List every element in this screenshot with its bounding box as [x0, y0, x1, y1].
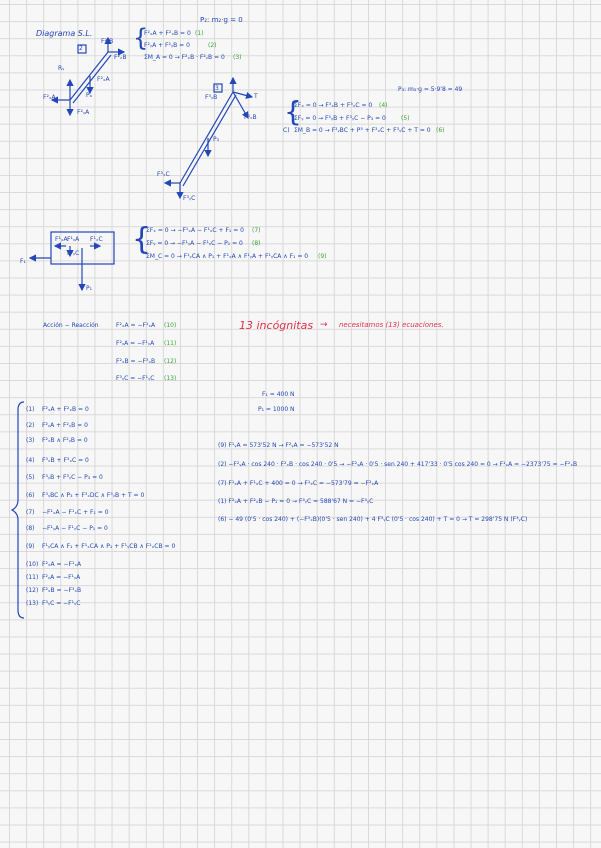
bar3-label-fxb: F³ₓB [244, 114, 257, 121]
ar-row-11: F²ᵧA = −F¹ᵧA [116, 340, 155, 347]
ar-row-12-num: (12) [164, 358, 177, 365]
bar3-label-t: T [254, 93, 258, 100]
solution-5: (6) − 49 (0'5 · cos 240) + (−F³ₓB)(0'5 · sen 240) + 4 F³ᵧC (0'5 · cos 240) + T = 0 → T = 298'75 N (F³ᵧC) [218, 516, 528, 523]
bar3-eq-brace: { [284, 95, 302, 128]
bar3-eq-6-prefix: C) [283, 127, 290, 134]
system-eq-13: F³ᵧC = −F¹ᵧC [42, 600, 81, 607]
system-eq-10: F²ₓA = −F¹ₓA [42, 561, 82, 568]
bar1-eq-7-num: (7) [252, 227, 261, 234]
bar3-eq-4-num: (4) [379, 102, 388, 109]
bar2-label-pa: Pₐ [86, 92, 92, 99]
solution-4: (1) F²ₓA + F²ₓB − P₁ = 0 → F³ᵧC = 588'67 N = −F³ᵧC [218, 498, 374, 505]
system-num-12: (12) [26, 587, 39, 594]
bar2-eq-3-num: (3) [233, 54, 242, 61]
system-eq-6: F³ᵧBC ∧ P₃ + F³ₓDC ∧ F³ᵧB + T = 0 [42, 492, 145, 499]
system-num-3: (3) [26, 437, 35, 444]
bar1-eq-8: ΣFᵧ = 0 → −F¹ᵧA − F¹ᵧC − P₁ = 0 [146, 240, 243, 247]
bar3-label-p3: P₃ [213, 136, 220, 143]
bar2-diagram [52, 38, 124, 115]
bar3-eq-6-num: (6) [436, 127, 445, 134]
bar3-weight: P₃: m₃·g = 5·9'8 = 49 [398, 86, 463, 93]
system-brace [12, 402, 24, 618]
system-eq-2: F²ᵧA + F²ᵧB = 0 [42, 422, 88, 429]
system-eq-7: −F¹ₓA − F¹ₓC + F₁ = 0 [42, 509, 109, 516]
bar3-label-fyc: F³ᵧC [183, 195, 196, 202]
bar3-eq-4: ΣFₓ = 0 → F³ₓB + F³ₓC = 0 [294, 102, 373, 109]
bar2-weight: P₂: m₂·g = 0 [200, 16, 243, 24]
system-num-1: (1) [26, 406, 35, 413]
bar1-label-fxc: F¹ₓC [90, 236, 103, 243]
bar3-label-fyb: F³ᵧB [205, 94, 218, 101]
action-reaction-label: Acción − Reacción [43, 322, 99, 329]
bar2-eq-1: F²ₓA + F²ₓB = 0 [144, 30, 191, 37]
system-eq-8: −F¹ᵧA − F¹ᵧC − P₁ = 0 [42, 525, 108, 532]
bar2-label-fyb: F²ᵧB [101, 38, 114, 45]
system-num-11: (11) [26, 574, 39, 581]
bar3-eq-6: ΣM_B = 0 → F³ᵧBC + P³ + F³ₓC + F³ᵧC + T = 0 [294, 127, 431, 134]
system-num-2: (2) [26, 422, 35, 429]
bar3-eq-5-num: (5) [401, 115, 410, 122]
system-num-5: (5) [26, 474, 35, 481]
system-num-8: (8) [26, 525, 35, 532]
bar2-label-fya: F²ᵧA [77, 109, 90, 116]
system-eq-12: F²ₓB = −F³ₓB [42, 587, 82, 594]
unknowns-rest: necesitamos (13) ecuaciones. [339, 321, 444, 329]
bar1-label-p1: P₁ [86, 285, 93, 292]
solution-1: (9) F¹ᵧA = 573'52 N → F²ᵧA = −573'52 N [218, 442, 339, 449]
bar2-eq-2-num: (2) [208, 42, 217, 49]
diagram-title: Diagrama S.L. [36, 29, 93, 38]
bar1-label-fxa: F¹ₓA [55, 236, 68, 243]
solution-3: (7) F¹ₓA + F¹ₓC + 400 = 0 → F¹ₓC = −573'79 = −F²ₓA [218, 480, 379, 487]
bar2-label-fxa2: F²ₓA [97, 76, 110, 83]
system-num-4: (4) [26, 457, 35, 464]
bar2-box-label: 2 [79, 45, 83, 52]
bar3-box-label: 3 [215, 85, 219, 92]
system-eq-4: F³ₓB + F³ₓC = 0 [42, 457, 89, 464]
system-num-10: (10) [26, 561, 39, 568]
system-num-9: (9) [26, 543, 35, 550]
ar-row-13: F³ᵧC = −F¹ᵧC [116, 375, 155, 382]
system-eq-11: F²ᵧA = −F¹ᵧA [42, 574, 81, 581]
bar1-label-f1: F₁ [20, 258, 26, 265]
given-f1: F₁ = 400 N [262, 391, 295, 398]
system-num-13: (13) [26, 600, 39, 607]
system-eq-1: F²ₓA + F²ₓB = 0 [42, 406, 89, 413]
bar1-eq-9: ΣM_C = 0 → F¹ᵧCA ∧ P₁ + F¹ₓA ∧ F¹ᵧA + F¹ᵧCA ∧ F₁ = 0 [146, 253, 309, 260]
unknowns-count: 13 incógnitas [239, 319, 314, 332]
bar1-eq-7: ΣFₓ = 0 → −F¹ₓA − F¹ₓC + F₁ = 0 [146, 227, 244, 234]
bar2-eq-brace: { [133, 24, 149, 52]
bar3-eq-5: ΣFᵧ = 0 → F³ᵧB + F³ᵧC − P₃ = 0 [294, 115, 386, 122]
ar-row-10: F²ₓA = −F¹ₓA [116, 322, 156, 329]
bar2-eq-1-num: (1) [195, 30, 204, 37]
bar1-eq-9-num: (9) [318, 253, 327, 260]
bar1-eq-8-num: (8) [252, 240, 261, 247]
ar-row-11-num: (11) [164, 340, 177, 347]
bar1-label-fya: F¹ᵧA [67, 236, 80, 243]
system-num-6: (6) [26, 492, 35, 499]
bar2-label-fxa: F²ₓA [43, 94, 56, 101]
bar2-eq-2: F²ᵧA + F²ᵧB = 0 [144, 42, 190, 49]
solution-2: (2) −F²ᵧA · cos 240 · F²ₓB · cos 240 · 0'5 → −F²ᵧA · 0'5 · sen 240 + 417'33 · 0'5 cos 240 = 0 → F¹ₓA = −2373'75 = −F²ₓB [218, 461, 578, 468]
ar-row-12: F²ₓB = −F³ₓB [116, 358, 156, 365]
unknowns-arrow: → [320, 320, 328, 330]
bar2-label-fxb: F²ₓB [114, 54, 127, 61]
ar-row-10-num: (10) [164, 322, 177, 329]
bar2-eq-3: ΣM_A = 0 → F²ₓB · F²ᵧB = 0 [144, 54, 225, 61]
system-eq-5: F³ᵧB + F³ᵧC − P₃ = 0 [42, 474, 103, 481]
ar-row-13-num: (13) [164, 375, 177, 382]
bar2-label-ry: Rᵧ [58, 65, 65, 72]
system-eq-9: F¹ᵧCA ∧ F₁ + F¹ₓCA ∧ P₁ + F¹ᵧCB ∧ F¹ₓCB = 0 [42, 543, 176, 550]
bar1-eq-brace: { [132, 222, 152, 257]
bar1-label-fyc: F¹ᵧC [67, 250, 80, 257]
bar3-label-fxc: F³ₓC [157, 171, 170, 178]
system-eq-3: F²ₓB ∧ F²ᵧB = 0 [42, 437, 88, 444]
given-p1: P₁ = 1000 N [258, 406, 295, 413]
system-num-7: (7) [26, 509, 35, 516]
